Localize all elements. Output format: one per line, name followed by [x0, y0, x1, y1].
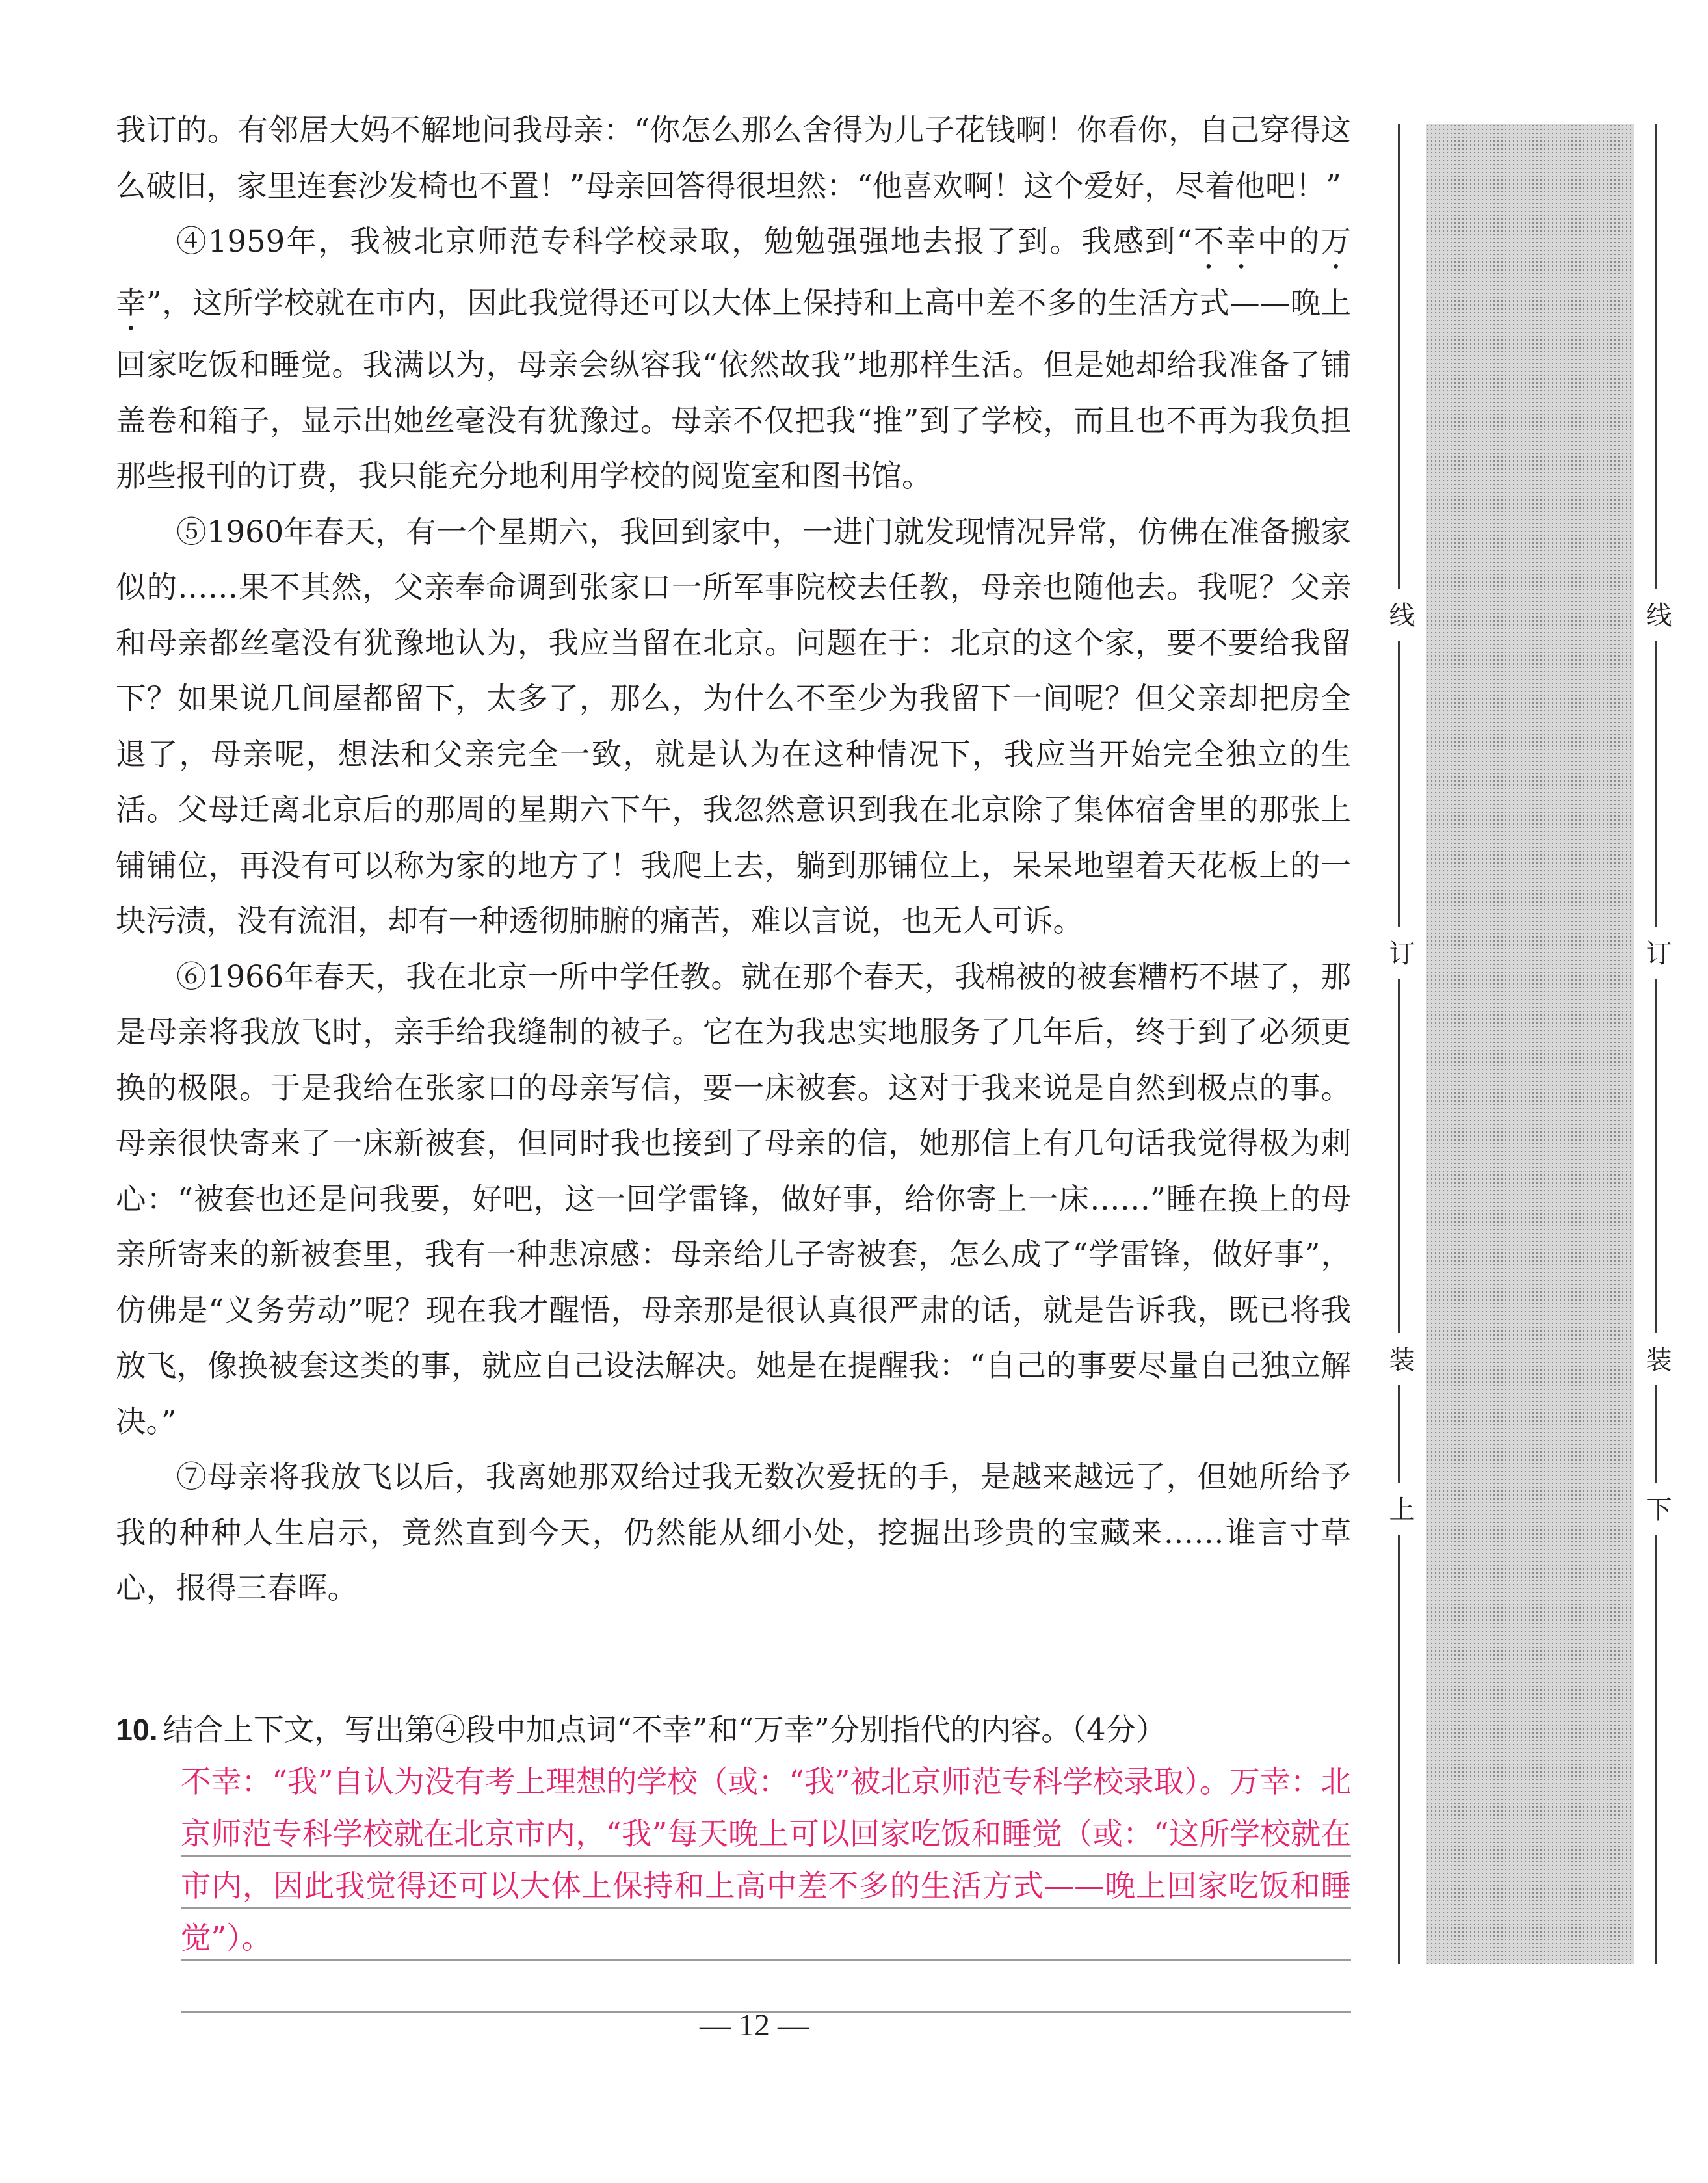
- text-run: ”，这所学校就在市内，因此我觉得还可以大体上保持和上高中差不多的生活方式——晚上回家吃饭和睡觉。我满以为，母亲会纵容我“依然故我”地那样生活。但是她却给我准备了铺盖卷和箱子，显示出她丝毫没有犹豫过。母亲不仅把我“推”到了学校，而且也不再为我负担那些报刊的订费，我只能充分地利用学校的阅览室和图书馆。: [116, 285, 1351, 494]
- text-run: 我订的。有邻居大妈不解地问我母亲：“你怎么那么舍得为儿子花钱啊！你看你，自己穿得这么破旧，家里连套沙发椅也不置！”母亲回答得很坦然：“他喜欢啊！这个爱好，尽着他吧！”: [116, 112, 1351, 204]
- answer-rule: [181, 1961, 1351, 2013]
- binding-label: 线: [1642, 602, 1672, 628]
- question-number: 10.: [116, 1713, 158, 1747]
- paragraph-7: [116, 1449, 1351, 1617]
- binding-label: 上: [1385, 1496, 1415, 1522]
- binding-label: 订: [1385, 940, 1415, 966]
- paragraph-6: [116, 949, 1351, 1450]
- text-run: ⑦母亲将我放飞以后，我离她那双给过我无数次爱抚的手，是越来越远了，但她所给予我的种种人生启示，竟然直到今天，仍然能从细小处，挖掘出珍贵的宝藏来……谁言寸草心，报得三春晖。: [116, 1459, 1351, 1606]
- paragraph-4: [116, 214, 1351, 505]
- binding-label: 订: [1642, 940, 1672, 966]
- reading-passage: [116, 103, 1351, 1617]
- text-run: ⑥1966年春天，我在北京一所中学任教。就在那个春天，我棉被的被套糟朽不堪了，那是母亲将我放飞时，亲手给我缝制的被子。它在为我忠实地服务了几年后，终于到了必须更换的极限。于是我给在张家口的母亲写信，要一床被套。这对于我来说是自然到极点的事。母亲很快寄来了一床新被套，但同时我也接到了母亲的信，她那信上有几句话我觉得极为刺心：“被套也还是问我要，好吧，这一回学雷锋，做好事，给你寄上一床……”睡在换上的母亲所寄来的新被套里，我有一种悲凉感：母亲给儿子寄被套，怎么成了“学雷锋，做好事”，仿佛是“义务劳动”呢？现在我才醒悟，母亲那是很认真很严肃的话，就是告诉我，既已将我放飞，像换被套这类的事，就应自己设法解决。她是在提醒我：“自己的事要尽量自己独立解决。”: [116, 959, 1351, 1439]
- text-run: ④1959年，我被北京师范专科学校录取，勉勉强强地去报了到。我感到“: [176, 224, 1192, 259]
- text-run: ⑤1960年春天，有一个星期六，我回到家中，一进门就发现情况异常，仿佛在准备搬家似的……果不其然，父亲奉命调到张家口一所军事院校去任教，母亲也随他去。我呢？父亲和母亲都丝毫没有犹豫地认为，我应当留在北京。问题在于：北京的这个家，要不要给我留下？如果说几间屋都留下，太多了，那么，为什么不至少为我留下一间呢？但父亲却把房全退了，母亲呢，想法和父亲完全一致，就是认为在这种情况下，我应当开始完全独立的生活。父母迁离北京后的那周的星期六下午，我忽然意识到我在北京除了集体宿舍里的那张上铺铺位，再没有可以称为家的地方了！我爬上去，躺到那铺位上，呆呆地望着天花板上的一块污渍，没有流泪，却有一种透彻肺腑的痛苦，难以言说，也无人可诉。: [116, 514, 1351, 938]
- paragraph-continued: [116, 103, 1351, 214]
- answer-text: 不幸：“我”自认为没有考上理想的学校（或：“我”被北京师范专科学校录取）。万幸：北京师范专科学校就在北京市内，“我”每天晚上可以回家吃饭和睡觉（或：“这所学校就在市内，因此我觉得还可以大体上保持和上高中差不多的生活方式——晚上回家吃饭和睡觉”）。: [181, 1764, 1351, 1955]
- binding-label: 装: [1385, 1346, 1415, 1372]
- dotted-word-buxing: 不幸: [1192, 224, 1257, 259]
- paragraph-5: [116, 505, 1351, 949]
- text-run: 中的: [1257, 224, 1321, 259]
- binding-dotted-strip: [1426, 124, 1634, 1964]
- binding-label: 装: [1642, 1346, 1672, 1372]
- question-10: [116, 1704, 1351, 1756]
- binding-label: 线: [1385, 602, 1415, 628]
- dotted-word-wanxing: 万幸: [116, 224, 1352, 321]
- question-text: 结合上下文，写出第④段中加点词“不幸”和“万幸”分别指代的内容。（4分）: [163, 1712, 1166, 1747]
- binding-label: 下: [1642, 1496, 1672, 1522]
- page-number: — 12 —: [700, 2008, 809, 2043]
